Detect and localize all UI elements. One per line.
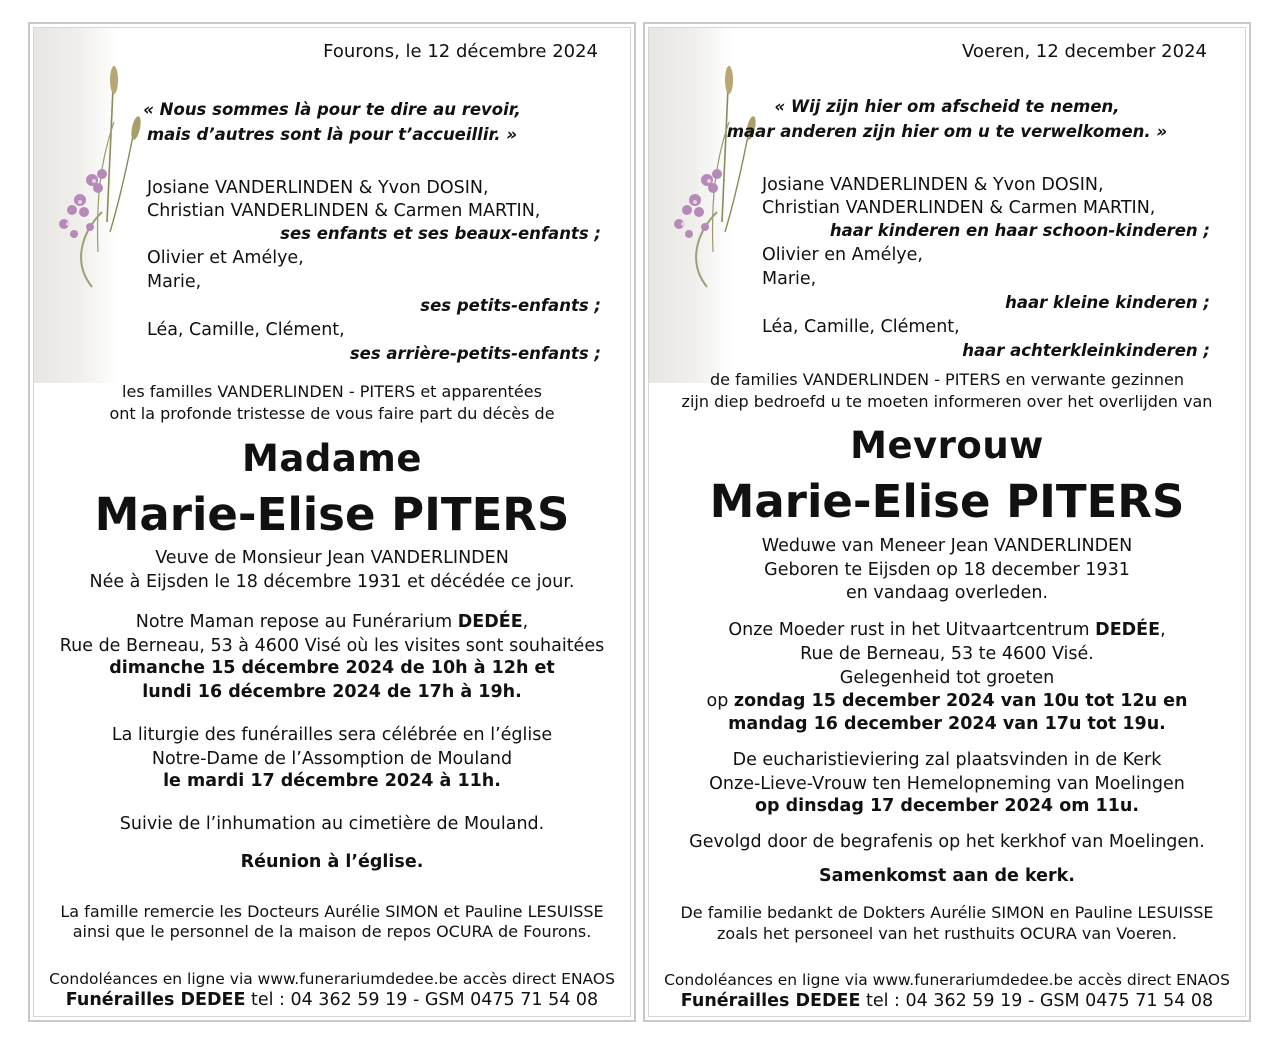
greatgrandchildren-line: Léa, Camille, Clément,: [147, 320, 345, 340]
rest-suffix: ,: [1160, 620, 1166, 640]
visit-date-1: zondag 15 december 2024 van 10u tot 12u en: [733, 691, 1188, 711]
meeting-line: Samenkomst aan de kerk.: [819, 866, 1075, 886]
children-line-1: Josiane VANDERLINDEN & Yvon DOSIN,: [147, 178, 489, 198]
widow-line: Veuve de Monsieur Jean VANDERLINDEN: [155, 548, 509, 568]
address-line: Rue de Berneau, 53 à 4600 Visé où les visites sont souhaitées: [59, 636, 605, 656]
rest-suffix: ,: [522, 612, 529, 632]
thanks-line-1: La famille remercie les Docteurs Aurélie SIMON et Pauline LESUISSE: [60, 902, 604, 921]
rest-line: [30, 610, 634, 634]
condolences-line: Condoléances en ligne via www.funerariumdedee.be accès direct ENAOS: [49, 970, 615, 988]
visit-line-1: dimanche 15 décembre 2024 de 10h à 12h et: [109, 658, 555, 678]
funeral-phone: tel : 04 362 59 19 - GSM 0475 71 54 08: [245, 990, 599, 1010]
burial-line: Suivie de l’inhumation au cimetière de Mouland.: [119, 814, 545, 834]
funerarium-name: DEDÉE: [457, 612, 523, 632]
greatgrandchildren-label: ses arrière-petits-enfants ;: [349, 344, 601, 363]
funeral-home-name: Funérailles DEDEE: [680, 991, 861, 1011]
quote-line-2: mais d’autres sont là pour t’accueillir. »: [146, 125, 518, 144]
obituary-panel-dutch: [643, 22, 1251, 1022]
liturgy-line-2: Notre-Dame de l’Assomption de Mouland: [151, 749, 513, 769]
meeting-line: Réunion à l’église.: [240, 852, 424, 872]
thanks-line-2: zoals het personeel van het rusthuits OCURA van Voeren.: [717, 924, 1177, 943]
families-line-1: les familles VANDERLINDEN - PITERS et apparentées: [122, 382, 542, 401]
families-line-2: zijn diep bedroefd u te moeten informeren over het overlijden van: [681, 392, 1213, 411]
rest-line: [645, 618, 1249, 642]
birth-line-2: en vandaag overleden.: [845, 583, 1048, 603]
children-line-1: Josiane VANDERLINDEN & Yvon DOSIN,: [762, 175, 1104, 195]
families-line-1: de families VANDERLINDEN - PITERS en verwante gezinnen: [710, 370, 1184, 389]
children-line-2: Christian VANDERLINDEN & Carmen MARTIN,: [762, 198, 1156, 218]
funeral-contact-line: [30, 989, 634, 1011]
visit-line-2: lundi 16 décembre 2024 de 17h à 19h.: [142, 682, 522, 702]
liturgy-line-1: La liturgie des funérailles sera célébrée en l’église: [111, 725, 553, 745]
quote-line-1: « Wij zijn hier om afscheid te nemen,: [774, 97, 1120, 116]
quote-line-1: « Nous sommes là pour te dire au revoir,: [143, 100, 521, 119]
greatgrandchildren-line: Léa, Camille, Clément,: [762, 317, 960, 337]
liturgy-line-3: op dinsdag 17 december 2024 om 11u.: [754, 796, 1140, 816]
letter-date: Fourons, le 12 décembre 2024: [323, 41, 598, 62]
grandchildren-line-1: Olivier en Amélye,: [762, 245, 923, 265]
liturgy-line-3: le mardi 17 décembre 2024 à 11h.: [163, 771, 501, 791]
funeral-home-name: Funérailles DEDEE: [65, 990, 246, 1010]
funeral-phone: tel : 04 362 59 19 - GSM 0475 71 54 08: [860, 991, 1214, 1011]
deceased-name: Marie-Elise PITERS: [709, 475, 1185, 528]
letter-date: Voeren, 12 december 2024: [962, 41, 1207, 62]
grandchildren-line-2: Marie,: [147, 272, 202, 292]
deceased-title: Mevrouw: [850, 424, 1044, 467]
obituary-panel-french: [28, 22, 636, 1022]
children-label: haar kinderen en haar schoon-kinderen ;: [829, 221, 1210, 240]
visit-prefix: op: [706, 691, 734, 711]
deceased-title: Madame: [242, 437, 422, 480]
grandchildren-line-2: Marie,: [762, 269, 817, 289]
grandchildren-label: ses petits-enfants ;: [420, 296, 601, 315]
visit-line-2: mandag 16 december 2024 van 17u tot 19u.: [728, 714, 1166, 734]
flower-illustration: [52, 62, 142, 292]
visit-line-1: [645, 689, 1249, 713]
visit-intro-line: Gelegenheid tot groeten: [839, 668, 1055, 688]
burial-line: Gevolgd door de begrafenis op het kerkhof van Moelingen.: [689, 832, 1205, 852]
grandchildren-label: haar kleine kinderen ;: [1005, 293, 1210, 312]
condolences-line: Condoléances en ligne via www.funerariumdedee.be accès direct ENAOS: [664, 971, 1230, 989]
grandchildren-line-1: Olivier et Amélye,: [147, 248, 304, 268]
rest-text: Onze Moeder rust in het Uitvaartcentrum: [728, 620, 1096, 640]
liturgy-line-2: Onze-Lieve-Vrouw ten Hemelopneming van Moelingen: [709, 774, 1185, 794]
children-line-2: Christian VANDERLINDEN & Carmen MARTIN,: [147, 201, 541, 221]
birth-line: Née à Eijsden le 18 décembre 1931 et décédée ce jour.: [89, 572, 575, 592]
liturgy-line-1: De eucharistieviering zal plaatsvinden in de Kerk: [732, 750, 1162, 770]
thanks-line-2: ainsi que le personnel de la maison de repos OCURA de Fourons.: [72, 922, 592, 941]
funeral-contact-line: [645, 990, 1249, 1012]
quote-line-2: maar anderen zijn hier om u te verwelkomen. »: [726, 122, 1168, 141]
birth-line-1: Geboren te Eijsden op 18 december 1931: [764, 560, 1130, 580]
deceased-name: Marie-Elise PITERS: [94, 488, 570, 541]
children-label: ses enfants et ses beaux-enfants ;: [280, 224, 601, 243]
funerarium-name: DEDÉE: [1095, 620, 1161, 640]
families-line-2: ont la profonde tristesse de vous faire part du décès de: [109, 404, 555, 423]
greatgrandchildren-label: haar achterkleinkinderen ;: [962, 341, 1210, 360]
address-line: Rue de Berneau, 53 te 4600 Visé.: [800, 644, 1094, 664]
thanks-line-1: De familie bedankt de Dokters Aurélie SIMON en Pauline LESUISSE: [680, 903, 1214, 922]
widow-line: Weduwe van Meneer Jean VANDERLINDEN: [761, 536, 1133, 556]
rest-text: Notre Maman repose au Funérarium: [135, 612, 458, 632]
